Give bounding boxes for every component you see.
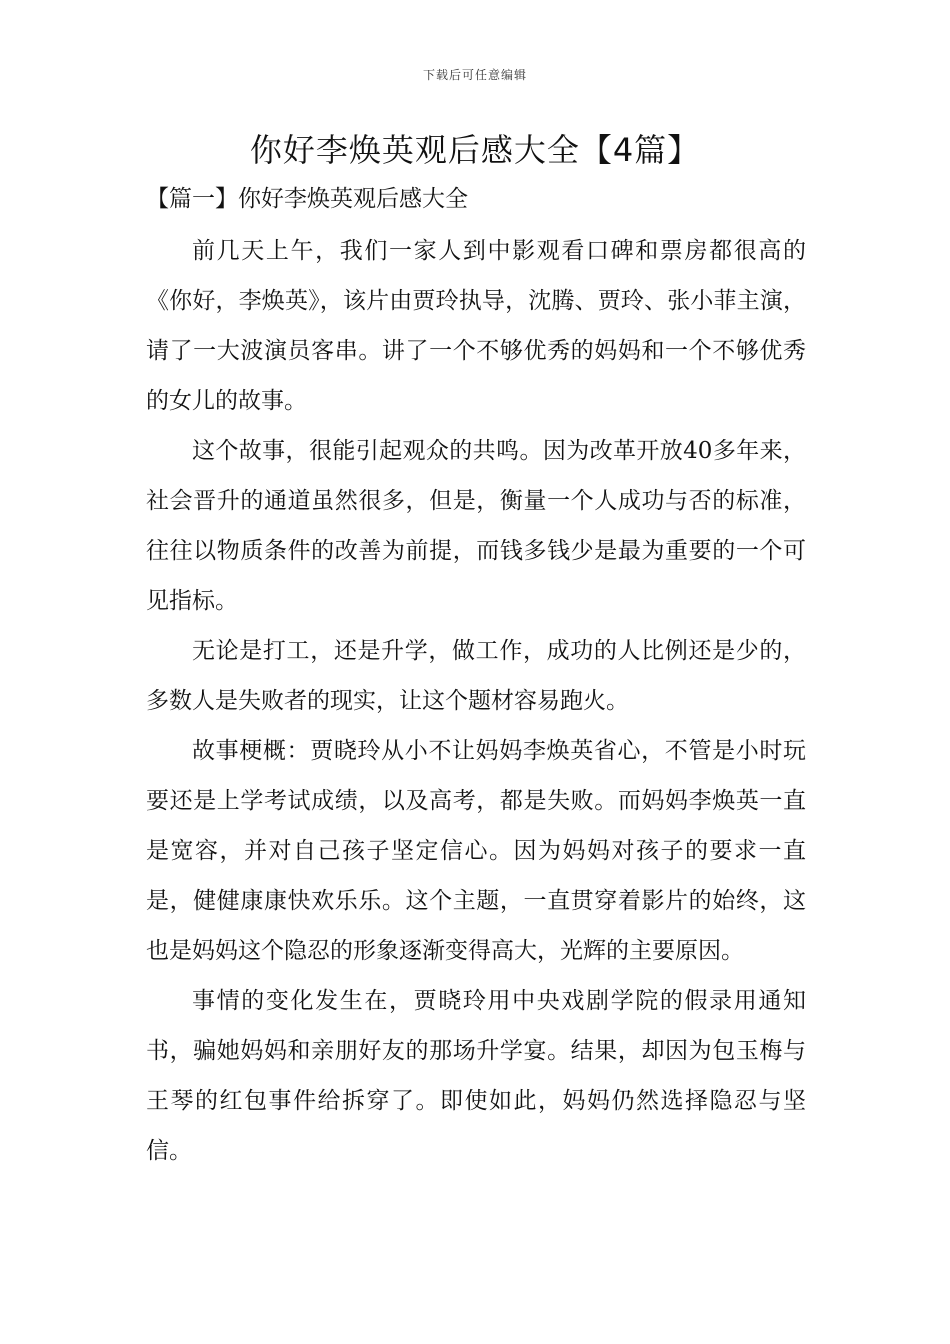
paragraph-1: 前几天上午，我们一家人到中影观看口碑和票房都很高的《你好，李焕英》，该片由贾玲执导，沈腾、贾玲、张小菲主演，请了一大波演员客串。讲了一个不够优秀的妈妈和一个不够优秀的女儿的故事。 bbox=[146, 238, 806, 414]
paragraph-3: 无论是打工，还是升学，做工作，成功的人比例还是少的，多数人是失败者的现实，让这个题材容易跑火。 bbox=[146, 638, 806, 714]
paragraph-4: 故事梗概：贾晓玲从小不让妈妈李焕英省心，不管是小时玩要还是上学考试成绩，以及高考，都是失败。而妈妈李焕英一直是宽容，并对自己孩子坚定信心。因为妈妈对孩子的要求一直是，健健康康快欢乐乐。这个主题，一直贯穿着影片的始终，这也是妈妈这个隐忍的形象逐渐变得高大，光辉的主要原因。 bbox=[146, 738, 806, 964]
section-heading: 【篇一】你好李焕英观后感大全 bbox=[146, 186, 468, 212]
page-title: 你好李焕英观后感大全【4篇】 bbox=[249, 131, 701, 169]
header-note: 下载后可任意编辑 bbox=[422, 68, 527, 82]
paragraph-5: 事情的变化发生在，贾晓玲用中央戏剧学院的假录用通知书，骗她妈妈和亲朋好友的那场升学宴。结果，却因为包玉梅与王琴的红包事件给拆穿了。即使如此，妈妈仍然选择隐忍与坚信。 bbox=[146, 988, 806, 1164]
paragraph-2: 这个故事，很能引起观众的共鸣。因为改革开放40多年来，社会晋升的通道虽然很多，但是，衡量一个人成功与否的标准，往往以物质条件的改善为前提，而钱多钱少是最为重要的一个可见指标。 bbox=[146, 438, 806, 614]
body-text bbox=[146, 226, 806, 1176]
